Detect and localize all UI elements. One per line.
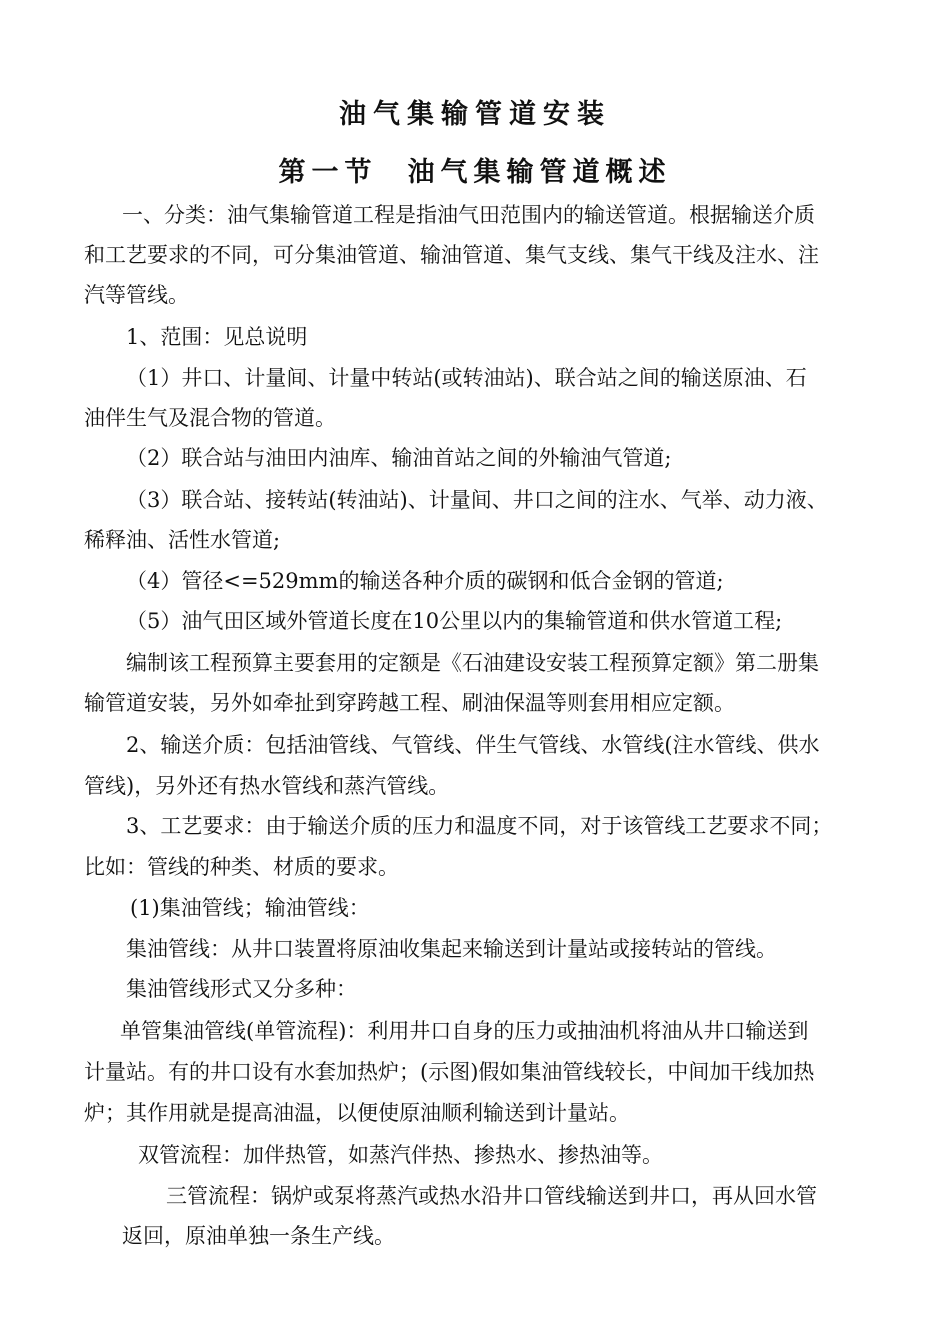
section-heading bbox=[0, 150, 950, 189]
paragraph-line: 和工艺要求的不同，可分集油管道、输油管道、集气支线、集气干线及注水、注 bbox=[84, 243, 819, 267]
section-number: 第一节 bbox=[278, 157, 378, 188]
paragraph-line: 管线)，另外还有热水管线和蒸汽管线。 bbox=[84, 774, 450, 798]
paragraph-line: （5）油气田区域外管道长度在10公里以内的集输管道和供水管道工程; bbox=[126, 609, 783, 633]
paragraph-line: 一、分类：油气集输管道工程是指油气田范围内的输送管道。根据输送介质 bbox=[122, 203, 815, 227]
paragraph-line: 计量站。有的井口设有水套加热炉；(示图)假如集油管线较长，中间加干线加热 bbox=[84, 1060, 815, 1084]
paragraph-line: 炉；其作用就是提高油温，以便使原油顺利输送到计量站。 bbox=[84, 1101, 630, 1125]
paragraph-line: 2、输送介质：包括油管线、气管线、伴生气管线、水管线(注水管线、供水 bbox=[126, 733, 820, 757]
paragraph-line: 编制该工程预算主要套用的定额是《石油建设安装工程预算定额》第二册集 bbox=[126, 651, 819, 675]
section-title: 油气集输管道概述 bbox=[407, 157, 672, 188]
paragraph-line: （1）井口、计量间、计量中转站(或转油站)、联合站之间的输送原油、石 bbox=[126, 366, 807, 390]
paragraph-line: 汽等管线。 bbox=[84, 283, 189, 307]
paragraph-line: 输管道安装，另外如牵扯到穿跨越工程、刷油保温等则套用相应定额。 bbox=[84, 691, 735, 715]
paragraph-line: 比如：管线的种类、材质的要求。 bbox=[84, 855, 399, 879]
paragraph-line: (1)集油管线；输油管线： bbox=[130, 896, 370, 920]
document-title: 油气集输管道安装 bbox=[339, 99, 611, 130]
paragraph-line: （4）管径<=529mm的输送各种介质的碳钢和低合金钢的管道; bbox=[126, 569, 724, 593]
paragraph-line: （3）联合站、接转站(转油站)、计量间、井口之间的注水、气举、动力液、 bbox=[126, 488, 828, 512]
paragraph-line: 集油管线形式又分多种： bbox=[126, 977, 357, 1001]
paragraph-line: 双管流程：加伴热管，如蒸汽伴热、掺热水、掺热油等。 bbox=[138, 1143, 663, 1167]
paragraph-line: 三管流程：锅炉或泵将蒸汽或热水沿井口管线输送到井口，再从回水管 bbox=[166, 1184, 817, 1208]
paragraph-line: （2）联合站与油田内油库、输油首站之间的外输油气管道; bbox=[126, 446, 672, 470]
paragraph-line: 返回，原油单独一条生产线。 bbox=[122, 1224, 395, 1248]
paragraph-line: 3、工艺要求：由于输送介质的压力和温度不同，对于该管线工艺要求不同； bbox=[126, 814, 833, 838]
paragraph-line: 稀释油、活性水管道; bbox=[84, 528, 281, 552]
paragraph-line: 集油管线：从井口装置将原油收集起来输送到计量站或接转站的管线。 bbox=[126, 937, 777, 961]
paragraph-line: 油伴生气及混合物的管道。 bbox=[84, 406, 336, 430]
paragraph-line: 单管集油管线(单管流程)：利用井口自身的压力或抽油机将油从井口输送到 bbox=[120, 1019, 809, 1043]
paragraph-line: 1、范围：见总说明 bbox=[126, 325, 308, 349]
